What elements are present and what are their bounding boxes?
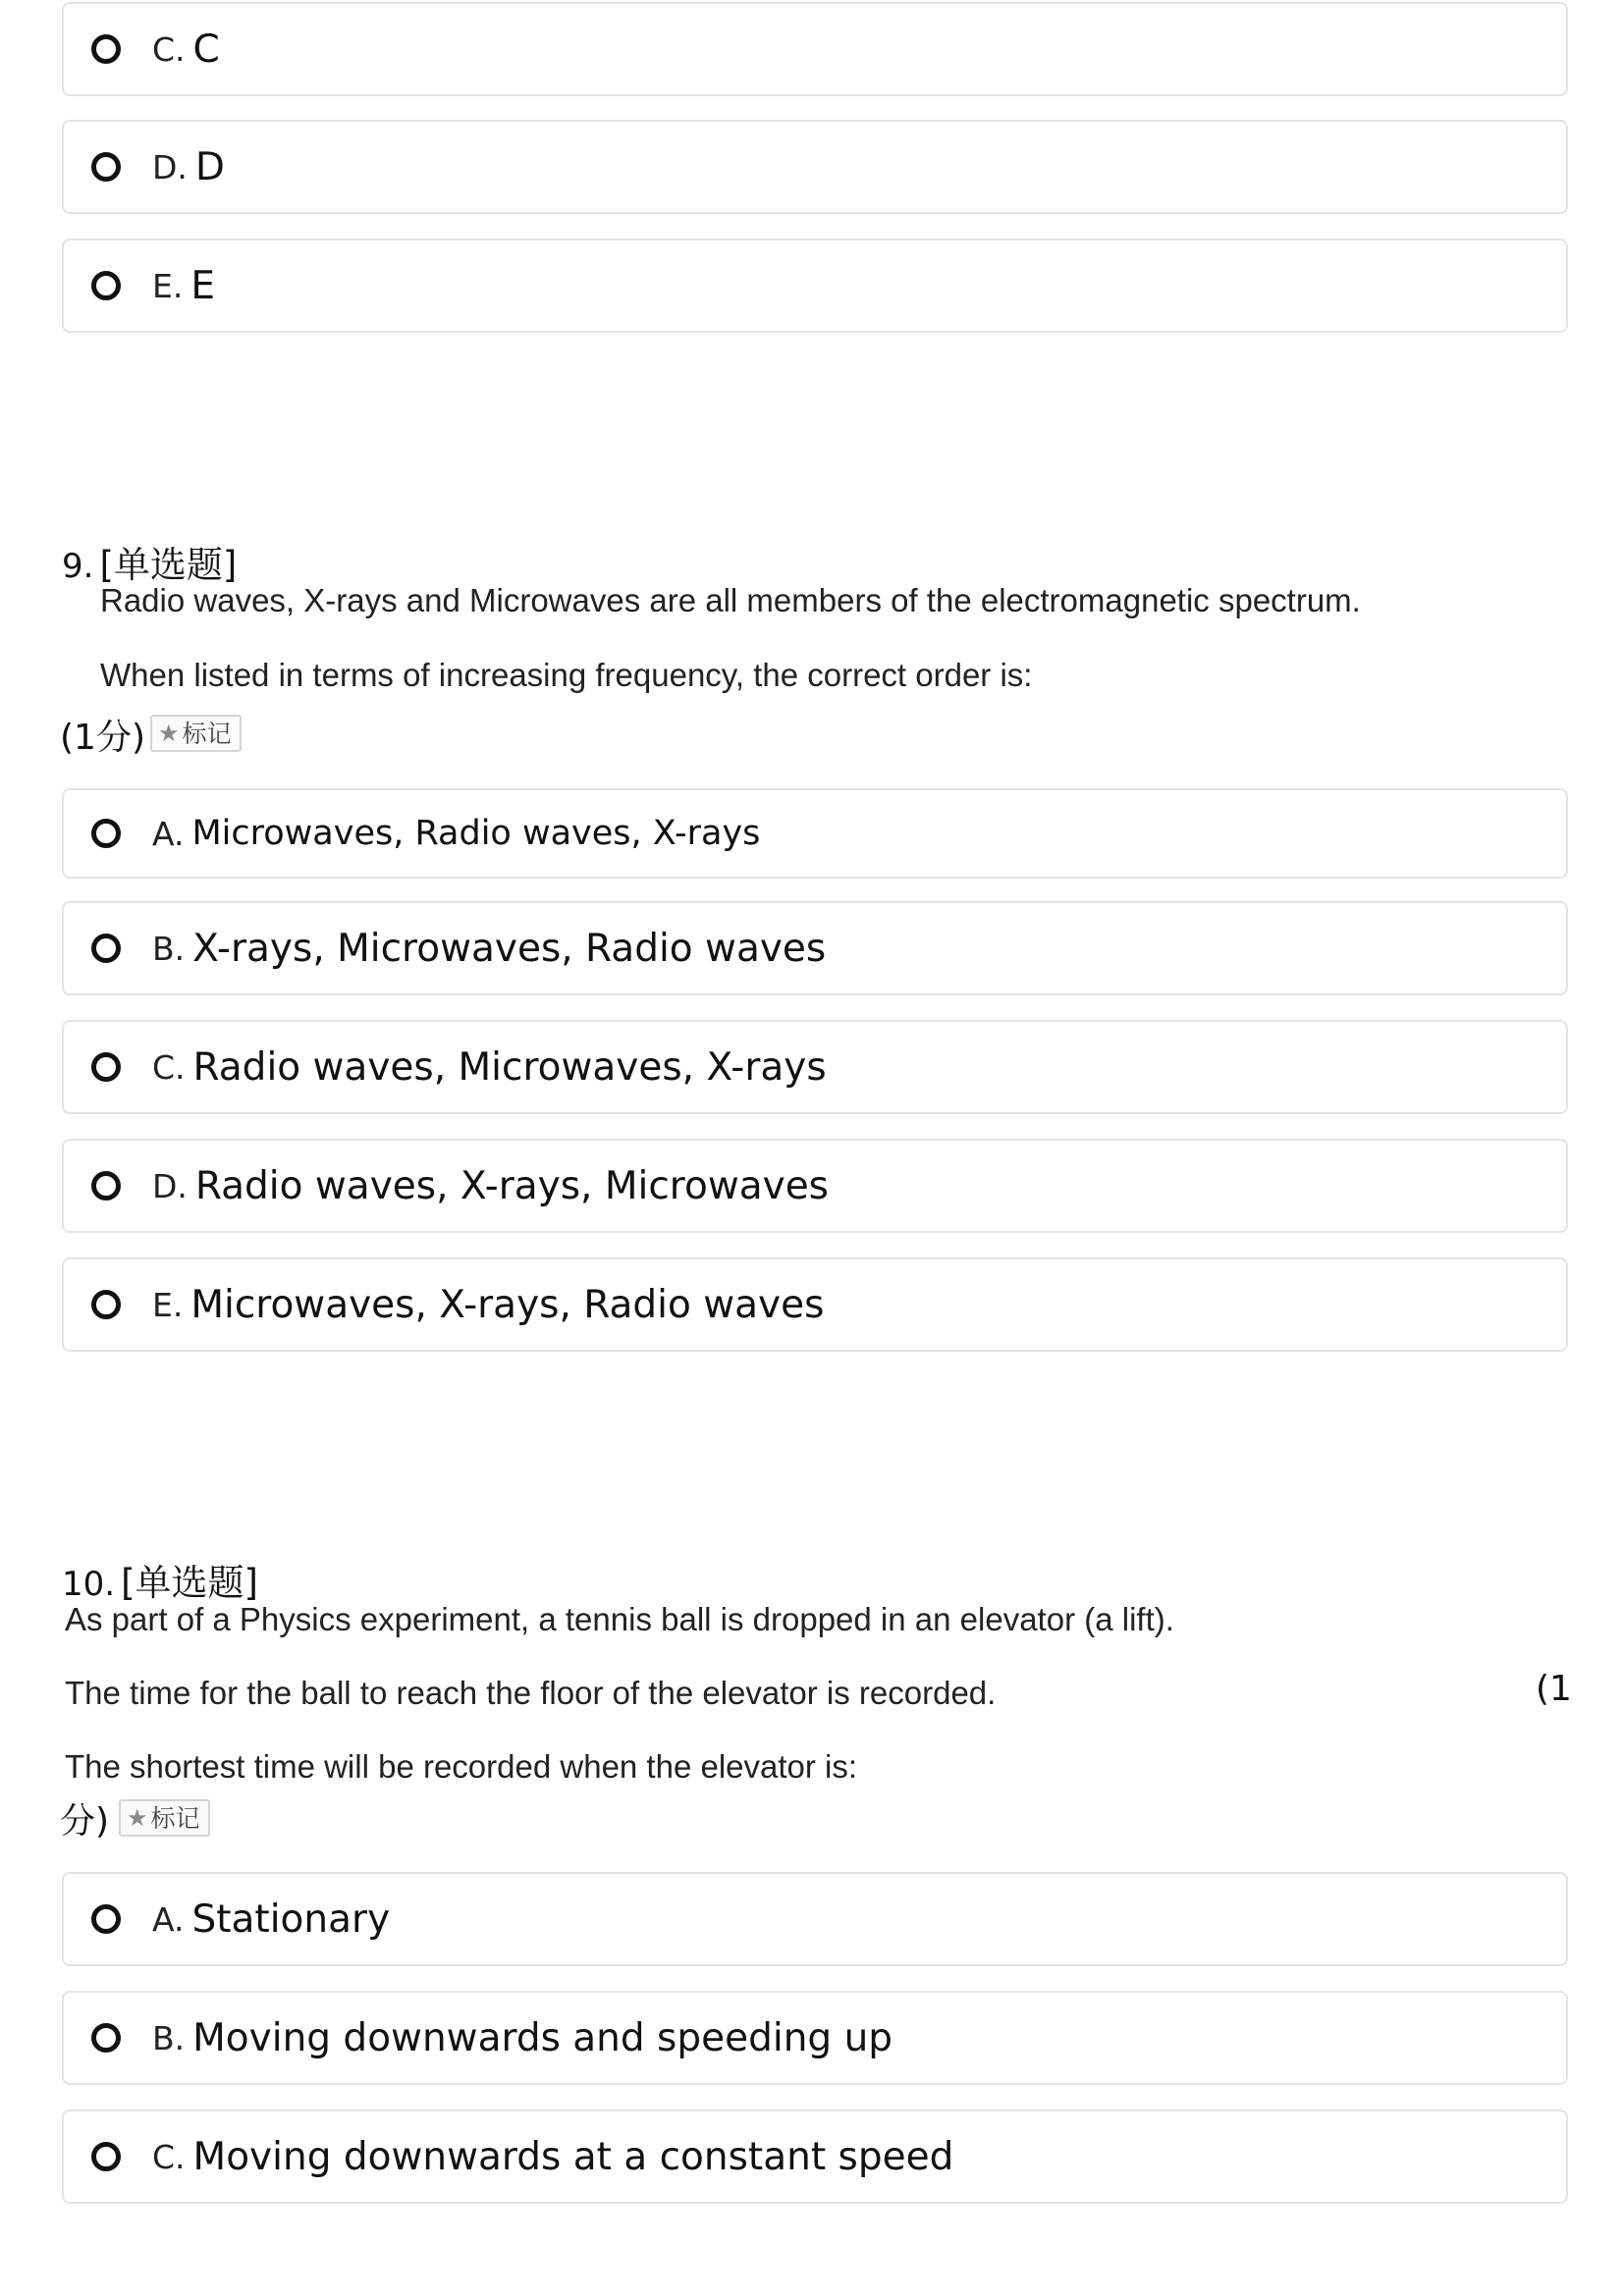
star-icon: ★ [127,1804,148,1832]
radio-button[interactable] [91,1290,121,1319]
q8-option-d[interactable] [62,120,1568,214]
radio-button[interactable] [91,2142,121,2171]
option-label: Radio waves, X-rays, Microwaves [194,1163,830,1208]
option-label: C [192,27,220,72]
q9-text-line-2: When listed in terms of increasing frequency, the correct order is: [100,657,1033,693]
option-text [152,240,215,331]
q9-score: (1分) [60,718,145,758]
radio-button[interactable] [91,34,121,64]
question-number: 10. [62,1565,116,1604]
option-letter: A. [152,814,185,853]
option-text [152,1874,390,1964]
radio-button[interactable] [91,2023,121,2053]
option-label: Stationary [191,1896,391,1942]
option-label: Microwaves, Radio waves, X-rays [191,814,761,853]
q8-option-c[interactable] [62,2,1568,96]
question-type: [单选题] [99,544,238,586]
option-label: Moving downwards at a constant speed [192,2134,954,2179]
option-letter: E. [152,1285,184,1324]
option-label: E [190,263,215,308]
radio-button[interactable] [91,271,121,300]
option-letter: E. [152,266,184,305]
radio-button[interactable] [91,1171,121,1201]
option-letter: D. [152,1166,188,1205]
q9-option-a[interactable] [62,788,1568,879]
option-text [152,1993,893,2083]
option-text [152,122,225,212]
q10-text-line-2: The time for the ball to reach the floor of the elevator is recorded. [65,1675,997,1711]
q9-header [62,535,237,588]
q10-header [62,1553,258,1606]
q9-mark-button[interactable] [150,715,242,752]
question-type: [单选题] [121,1562,258,1604]
option-label: Microwaves, X-rays, Radio waves [190,1282,825,1327]
option-letter: C. [152,29,186,69]
q9-option-e[interactable] [62,1257,1568,1352]
q10-option-a[interactable] [62,1872,1568,1966]
radio-button[interactable] [91,1904,121,1934]
option-text [152,790,760,877]
option-label: Moving downwards and speeding up [192,2015,893,2060]
q10-text-line-3: The shortest time will be recorded when the elevator is: [65,1748,858,1785]
radio-button[interactable] [91,1052,121,1082]
option-text [152,903,826,993]
q10-option-c[interactable] [62,2109,1568,2204]
q10-score-end: 分) [60,1801,110,1842]
q9-text-line-1: Radio waves, X-rays and Microwaves are all members of the electromagnetic spectrum. [100,582,1361,618]
q8-option-e[interactable] [62,239,1568,333]
q9-option-c[interactable] [62,1020,1568,1114]
mark-label: 标记 [182,719,232,748]
mark-label: 标记 [150,1803,200,1833]
option-letter: D. [152,147,188,187]
option-letter: B. [152,929,186,968]
q9-option-d[interactable] [62,1139,1568,1233]
option-text [152,1022,827,1112]
option-text [152,2111,953,2202]
option-text [152,4,220,94]
q10-option-b[interactable] [62,1991,1568,2085]
radio-button[interactable] [91,934,121,963]
option-label: X-rays, Microwaves, Radio waves [192,926,827,971]
q10-mark-button[interactable] [119,1799,210,1837]
option-letter: C. [152,2137,186,2176]
radio-button[interactable] [91,152,121,182]
option-text [152,1141,829,1231]
star-icon: ★ [158,720,180,747]
question-number: 9. [62,547,94,586]
q9-option-b[interactable] [62,901,1568,995]
option-label: D [194,144,225,189]
option-letter: C. [152,1047,186,1087]
option-letter: B. [152,2018,186,2057]
q10-text-line-1: As part of a Physics experiment, a tennis ball is dropped in an elevator (a lift). [65,1601,1174,1637]
q10-score-start: (1 [1536,1669,1572,1709]
option-letter: A. [152,1899,185,1939]
radio-button[interactable] [91,819,121,848]
option-label: Radio waves, Microwaves, X-rays [192,1044,827,1090]
option-text [152,1259,824,1350]
